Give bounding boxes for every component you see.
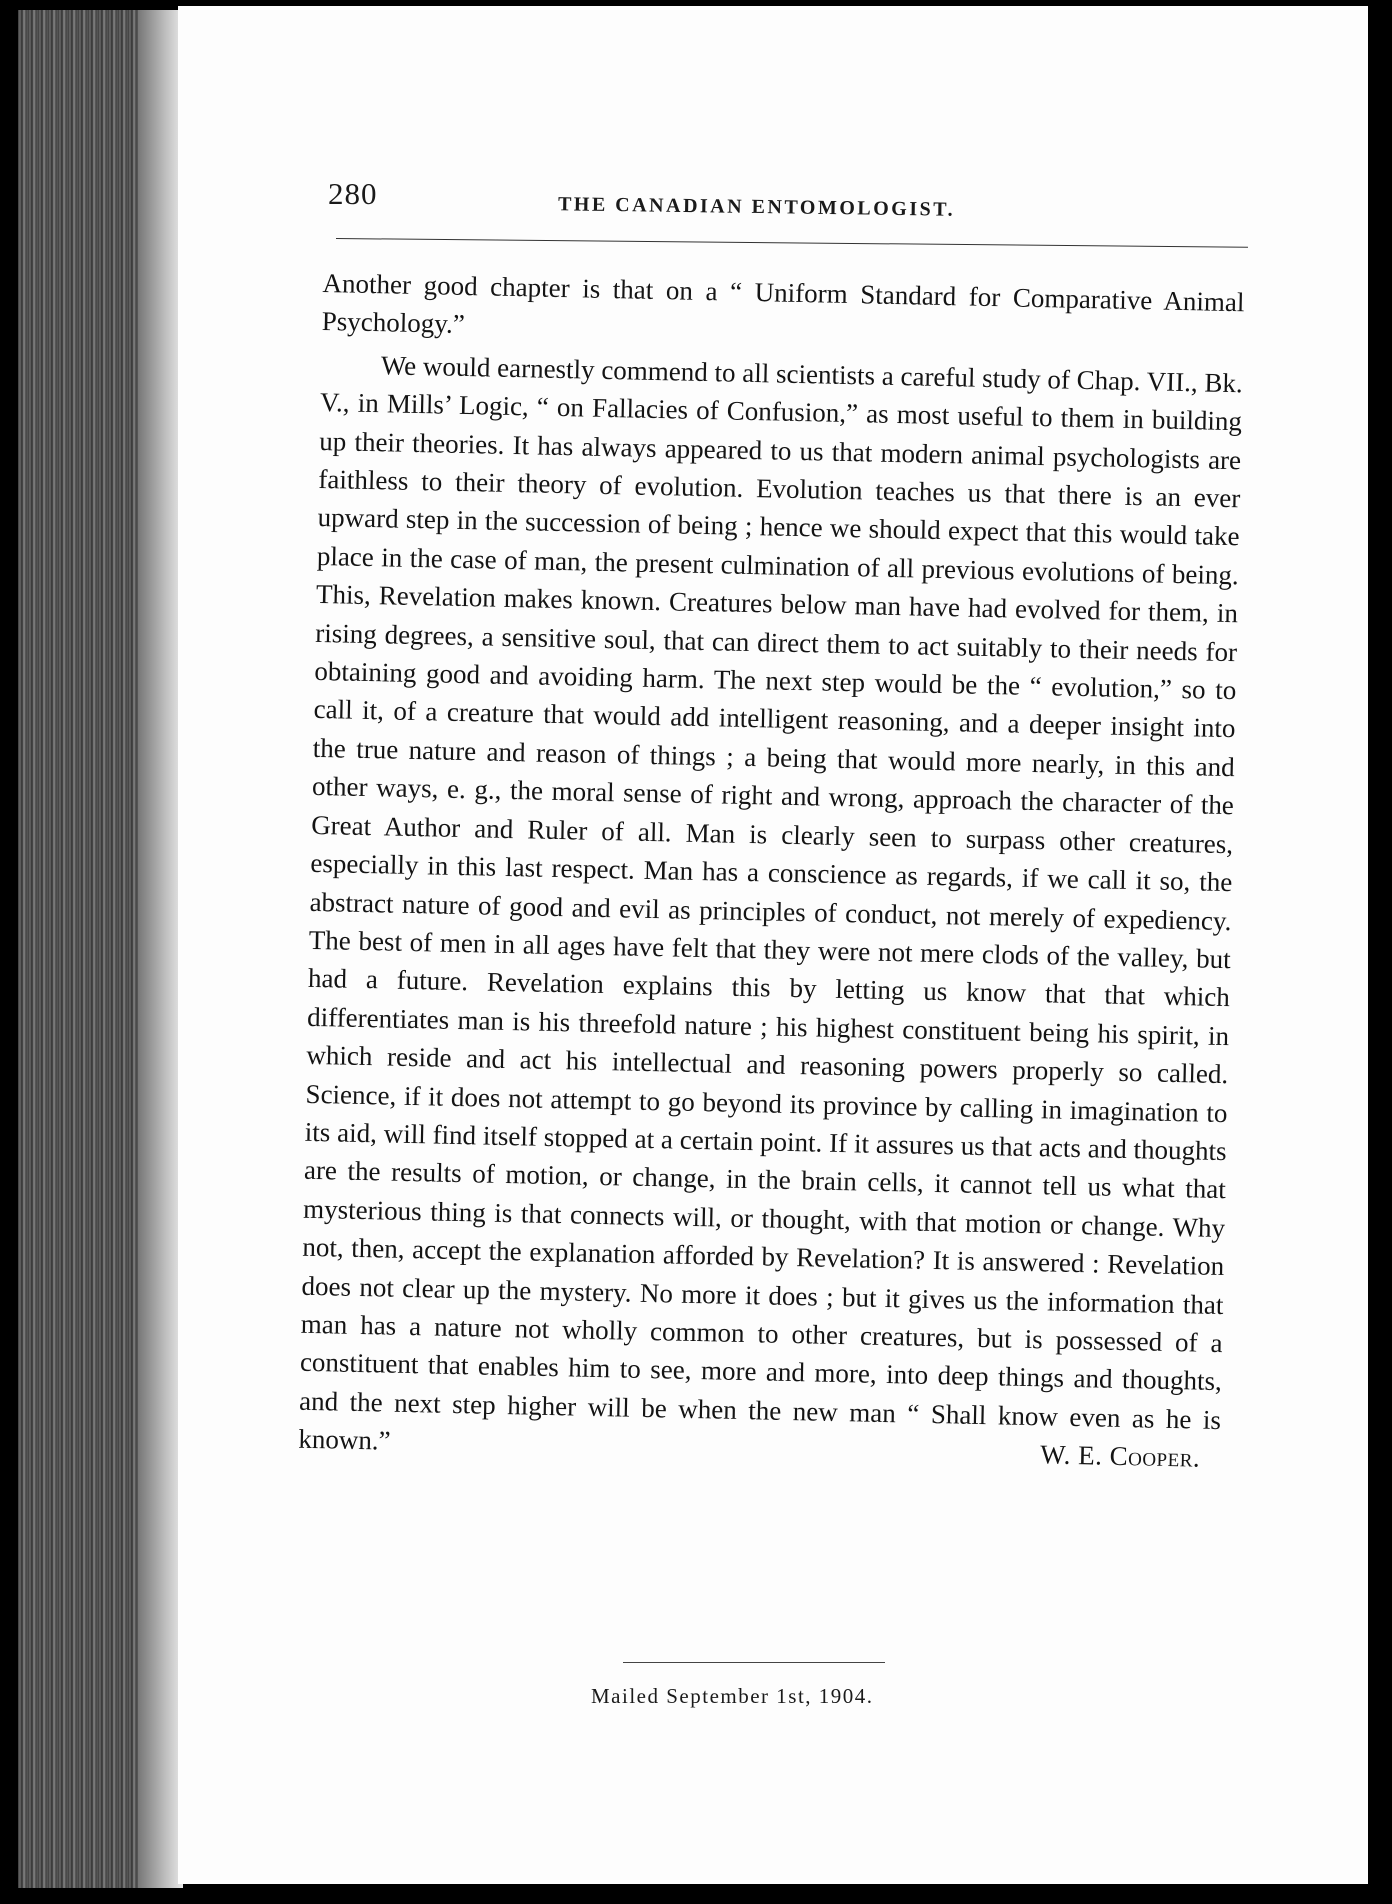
page-edge-highlight xyxy=(138,10,183,1888)
book-page xyxy=(178,6,1368,1884)
mailed-date-note: Mailed September 1st, 1904. xyxy=(591,1684,874,1708)
page-number: 280 xyxy=(328,176,378,211)
book-page-edges xyxy=(18,10,183,1888)
journal-title: THE CANADIAN ENTOMOLOGIST. xyxy=(557,193,956,221)
running-header xyxy=(328,176,1228,236)
header-rule xyxy=(336,238,1248,248)
end-rule xyxy=(623,1662,885,1663)
paragraph-2 xyxy=(298,345,1243,1478)
paragraph-2-text: We would earnestly commend to all scientists a careful study of Chap. VII., Bk. V., in Mills’ Logic, “ on Fallacies of Confusion,” as most useful to them in building up their theories. It has always appeared to us that modern animal psychologists are faithless to their theory of evolution. Evolution teaches us that there is an ever upward step in the succession of being ; hence we should expect that this would take place in the case of man, the present culmination of all previous evolutions of being. This, Revelation makes known. Creatures below man have had evolved for them, in rising degrees, a sensitive soul, that can direct them to act suitably to their needs for obtaining good and avoiding harm. The next step would be the “ evolution,” so to call it, of a creature that would add intelligent reasoning, and a deeper insight into the true nature and reason of things ; a being that would more nearly, in this and other ways, e. g., the moral sense of right and wrong, approach the character of the Great Author and Ruler of all. Man is clearly seen to surpass other creatures, especially in this last respect. Man has a conscience as regards, if we call it so, the abstract nature of good and evil as principles of conduct, not merely of expediency. The best of men in all ages have felt that they were not mere clods of the valley, but had a future. Revelation explains this by letting us know that that which differentiates man is his threefold nature ; his highest constituent being his spirit, in which reside and act his intellectual and reasoning powers properly so called. Science, if it does not attempt to go beyond its province by calling in imagination to its aid, will find itself stopped at a certain point. If it assures us that acts and thoughts are the results of motion, or change, in the brain cells, it cannot tell us what that mysterious thing is that connects will, or thought, with that motion or change. Why not, then, accept the explanation afforded by Revelation? It is answered : Revelation does not clear up the mystery. No more it does ; but it gives us the information that man has a nature not wholly common to other creatures, but is possessed of a constituent that enables him to see, more and more, into deep things and thoughts, and the next step higher will be when the new man “ Shall know even as he is known.” xyxy=(298,350,1244,1456)
scan-right-border xyxy=(1368,0,1392,1904)
author-signature: W. E. Cooper. xyxy=(1039,1439,1201,1473)
article-body xyxy=(298,264,1245,1478)
paragraph-1: Another good chapter is that on a “ Uniform Standard for Comparative Animal Psychology.” xyxy=(321,267,1245,340)
